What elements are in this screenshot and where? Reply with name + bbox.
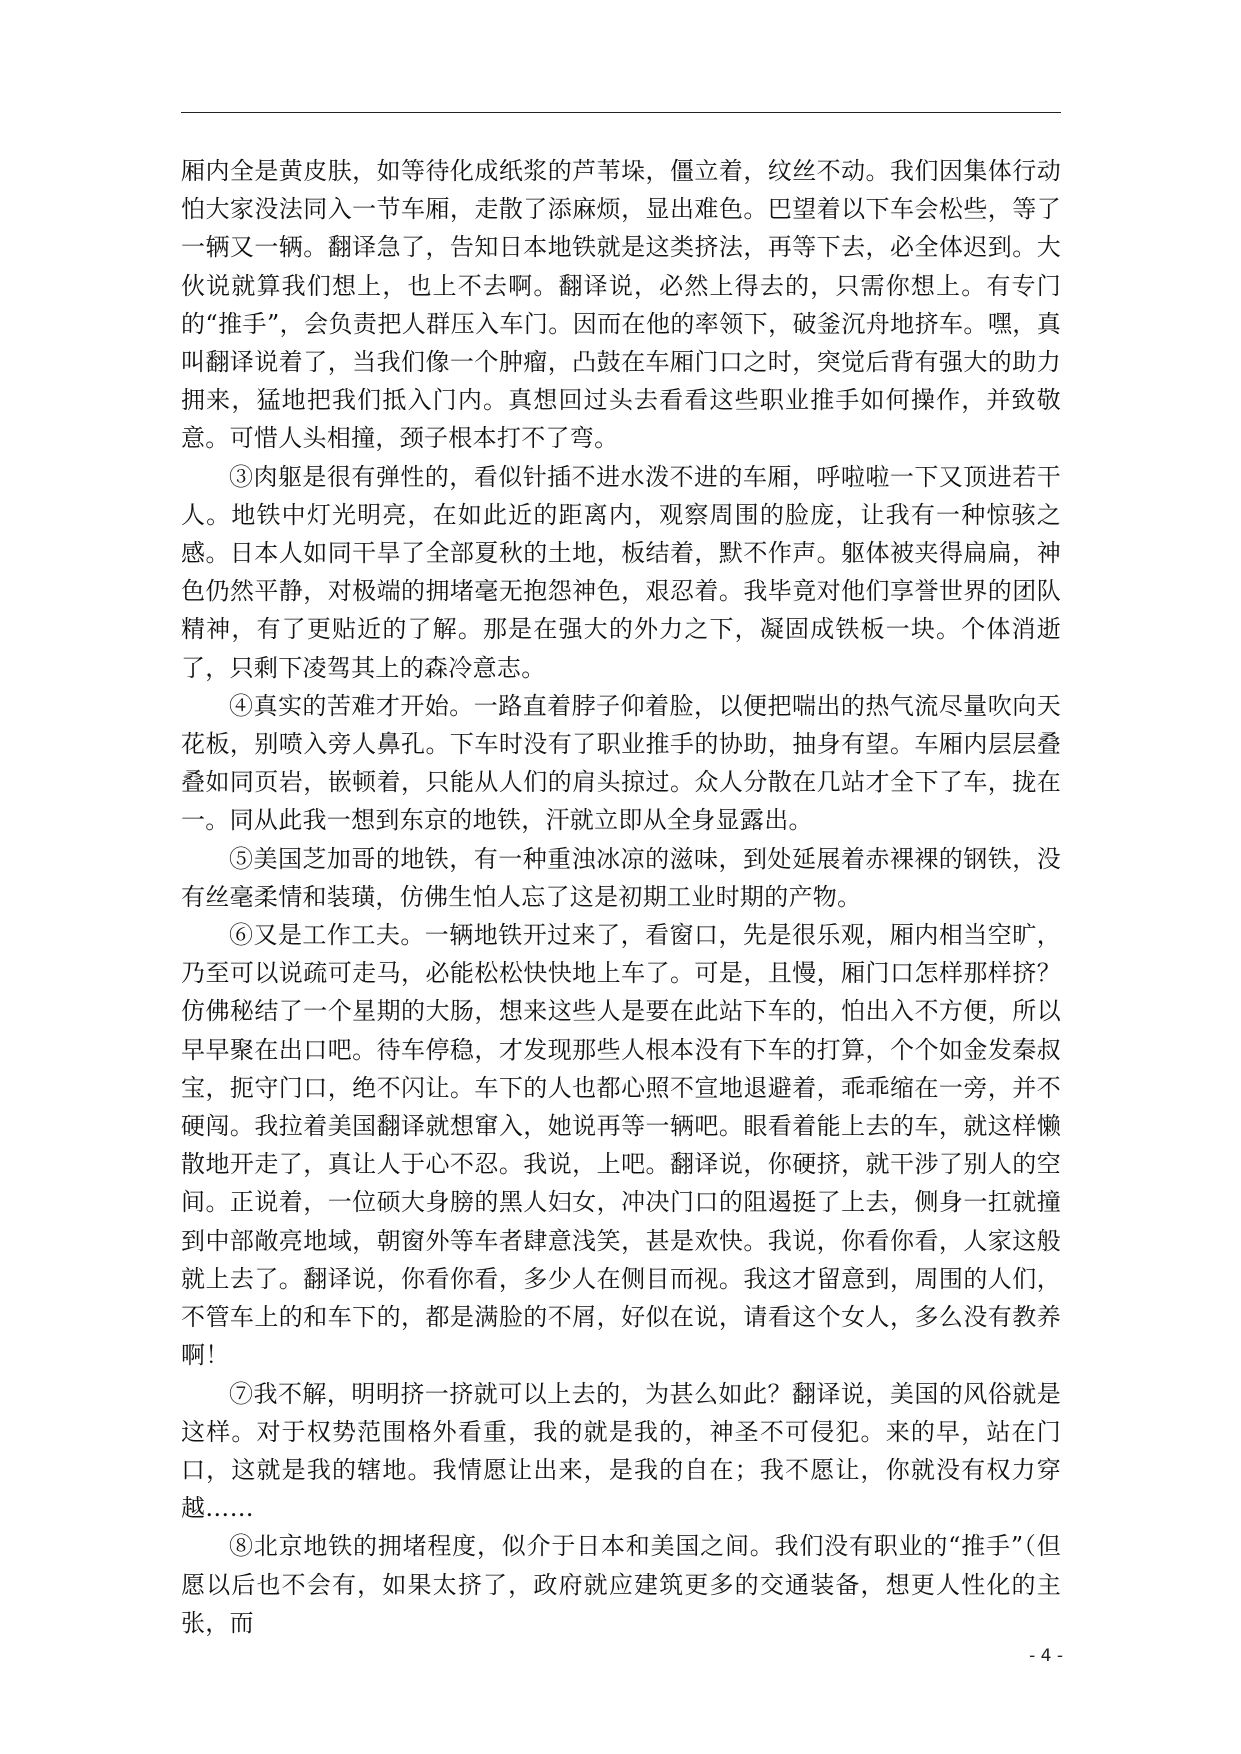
paragraph-continued: 厢内全是黄皮肤，如等待化成纸浆的芦苇垛，僵立着，纹丝不动。我们因集体行动怕大家没法同入一节车厢，走散了添麻烦，显出难色。巴望着以下车会松些，等了一辆又一辆。翻译急了，告知日本地铁就是这类挤法，再等下去，必全体迟到。大伙说就算我们想上，也上不去啊。翻译说，必然上得去的，只需你想上。有专门的“推手”，会负责把人群压入车门。因而在他的率领下，破釜沉舟地挤车。嘿，真叫翻译说着了，当我们像一个肿瘤，凸鼓在车厢门口之时，突觉后背有强大的助力拥来，猛地把我们抵入门内。真想回过头去看看这些职业推手如何操作，并致敬意。可惜人头相撞，颈子根本打不了弯。 bbox=[181, 157, 1061, 453]
paragraph-7: ⑦我不解，明明挤一挤就可以上去的，为甚么如此？翻译说，美国的风俗就是这样。对于权势范围格外看重，我的就是我的，神圣不可侵犯。来的早，站在门口，这就是我的辖地。我情愿让出来，是我的自在；我不愿让，你就没有权力穿越…… bbox=[181, 1379, 1061, 1523]
paragraph-5: ⑤美国芝加哥的地铁，有一种重浊冰凉的滋味，到处延展着赤裸裸的钢铁，没有丝毫柔情和装璜，仿佛生怕人忘了这是初期工业时期的产物。 bbox=[181, 844, 1061, 911]
header-rule bbox=[181, 112, 1061, 113]
page-number: - 4 - bbox=[1029, 1646, 1063, 1666]
paragraph-6: ⑥又是工作工夫。一辆地铁开过来了，看窗口，先是很乐观，厢内相当空旷，乃至可以说疏可走马，必能松松快快地上车了。可是，且慢，厢门口怎样那样挤？仿佛秘结了一个星期的大肠，想来这些人是要在此站下车的，怕出入不方便，所以早早聚在出口吧。待车停稳，才发现那些人根本没有下车的打算，个个如金发秦叔宝，扼守门口，绝不闪让。车下的人也都心照不宣地退避着，乖乖缩在一旁，并不硬闯。我拉着美国翻译就想窜入，她说再等一辆吧。眼看着能上去的车，就这样懒散地开走了，真让人于心不忍。我说，上吧。翻译说，你硬挤，就干涉了别人的空间。正说着，一位硕大身膀的黑人妇女，冲决门口的阻遏挺了上去，侧身一扛就撞到中部敞亮地域，朝窗外等车者肆意浅笑，甚是欢快。我说，你看你看，人家这般就上去了。翻译说，你看你看，多少人在侧目而视。我这才留意到，周围的人们，不管车上的和车下的，都是满脸的不屑，好似在说，请看这个女人，多么没有教养啊！ bbox=[181, 921, 1061, 1370]
paragraph-4: ④真实的苦难才开始。一路直着脖子仰着脸，以便把喘出的热气流尽量吹向天花板，别喷入旁人鼻孔。下车时没有了职业推手的协助，抽身有望。车厢内层层叠叠如同页岩，嵌顿着，只能从人们的肩头掠过。众人分散在几站才全下了车，拢在一。同从此我一想到东京的地铁，汗就立即从全身显露出。 bbox=[181, 691, 1061, 835]
article-body bbox=[181, 152, 1061, 1642]
paragraph-8: ⑧北京地铁的拥堵程度，似介于日本和美国之间。我们没有职业的“推手”（但愿以后也不会有，如果太挤了，政府就应建筑更多的交通装备，想更人性化的主张，而 bbox=[181, 1532, 1061, 1637]
paragraph-3: ③肉躯是很有弹性的，看似针插不进水泼不进的车厢，呼啦啦一下又顶进若干人。地铁中灯光明亮，在如此近的距离内，观察周围的脸庞，让我有一种惊骇之感。日本人如同干旱了全部夏秋的土地，板结着，默不作声。躯体被夹得扁扁，神色仍然平静，对极端的拥堵毫无抱怨神色，艰忍着。我毕竟对他们享誉世界的团队精神，有了更贴近的了解。那是在强大的外力之下，凝固成铁板一块。个体消逝了，只剩下凌驾其上的森冷意志。 bbox=[181, 462, 1061, 682]
